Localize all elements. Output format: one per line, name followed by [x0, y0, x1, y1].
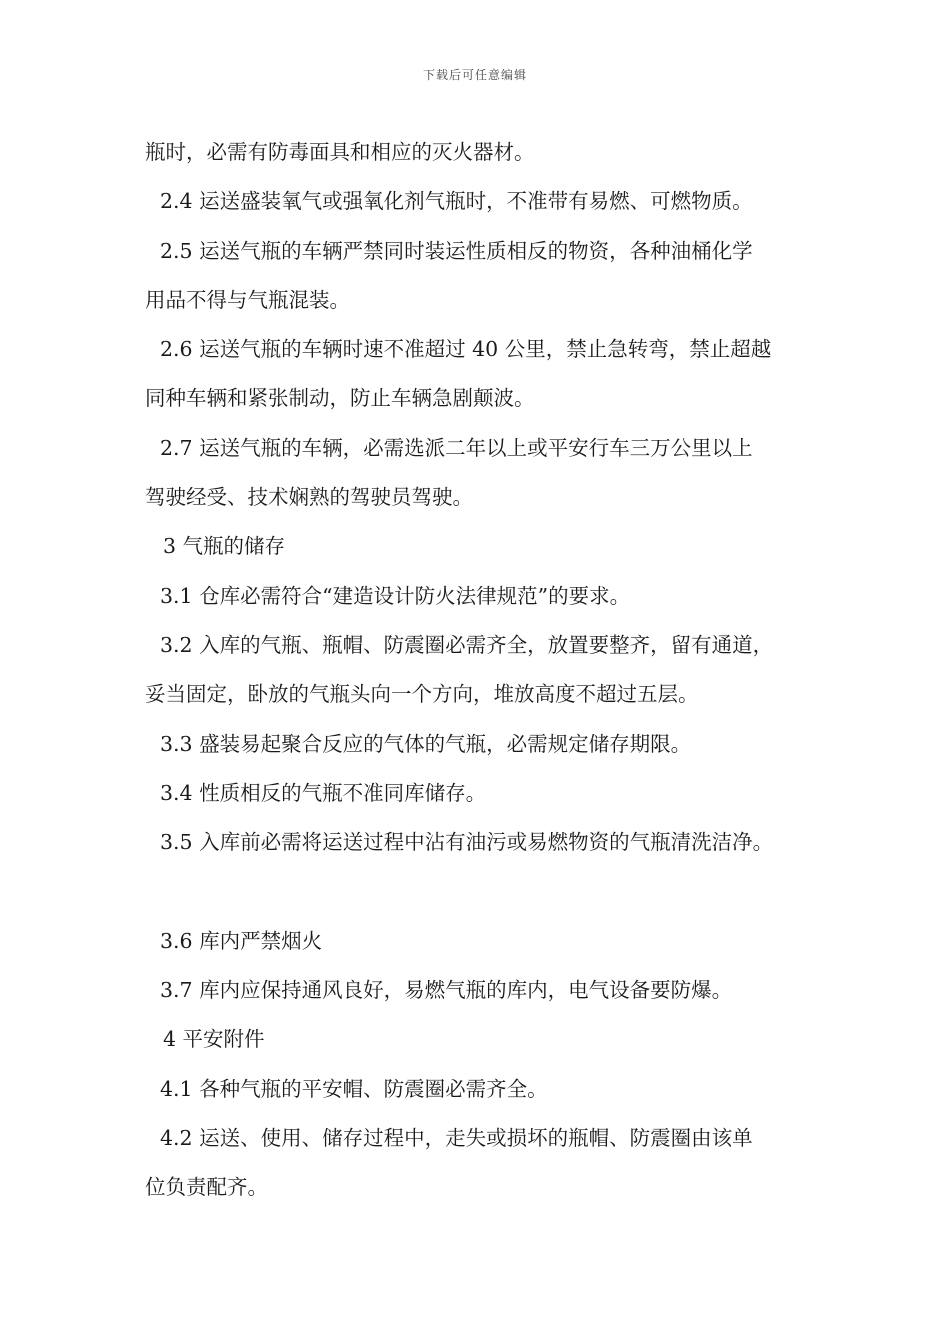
page-header: 下载后可任意编辑: [422, 68, 527, 82]
text-line: 驾驶经受、技术娴熟的驾驶员驾驶。: [145, 485, 473, 510]
paragraph-2-7: 2.7 运送气瓶的车辆，必需选派二年以上或平安行车三万公里以上: [160, 435, 753, 460]
text-line: 同种车辆和紧张制动，防止车辆急剧颠波。: [145, 386, 535, 411]
text-line: 用品不得与气瓶混装。: [145, 287, 350, 312]
paragraph-3-7: 3.7 库内应保持通风良好，易燃气瓶的库内，电气设备要防爆。: [160, 978, 733, 1003]
text-line: 瓶时，必需有防毒面具和相应的灭火器材。: [145, 140, 535, 164]
paragraph-3-3: 3.3 盛装易起聚合反应的气体的气瓶，必需规定储存期限。: [160, 731, 692, 756]
paragraph-4-2: 4.2 运送、使用、储存过程中，走失或损坏的瓶帽、防震圈由该单: [160, 1125, 753, 1150]
paragraph-3-4: 3.4 性质相反的气瓶不准同库储存。: [160, 780, 487, 805]
document-body: [145, 128, 820, 1213]
paragraph-2-5: 2.5 运送气瓶的车辆严禁同时装运性质相反的物资，各种油桶化学: [160, 238, 753, 263]
paragraph-4-1: 4.1 各种气瓶的平安帽、防震圈必需齐全。: [160, 1076, 548, 1101]
paragraph-3-6: 3.6 库内严禁烟火: [160, 928, 323, 953]
paragraph-2-6: 2.6 运送气瓶的车辆时速不准超过 40 公里，禁止急转弯，禁止超越: [160, 337, 772, 362]
section-heading-3: 3 气瓶的储存: [163, 534, 286, 559]
paragraph-3-5: 3.5 入库前必需将运送过程中沾有油污或易燃物资的气瓶清洗洁净。: [160, 830, 774, 855]
paragraph-3-1: 3.1 仓库必需符合“建造设计防火法律规范”的要求。: [160, 583, 631, 608]
paragraph-3-2: 3.2 入库的气瓶、瓶帽、防震圈必需齐全，放置要整齐，留有通道，: [160, 632, 774, 657]
blank-line: [145, 867, 820, 916]
text-line: 妥当固定，卧放的气瓶头向一个方向，堆放高度不超过五层。: [145, 682, 699, 707]
text-line: 位负责配齐。: [145, 1175, 268, 1200]
paragraph-2-4: 2.4 运送盛装氧气或强氧化剂气瓶时，不准带有易燃、可燃物质。: [160, 189, 753, 214]
section-heading-4: 4 平安附件: [163, 1027, 265, 1052]
